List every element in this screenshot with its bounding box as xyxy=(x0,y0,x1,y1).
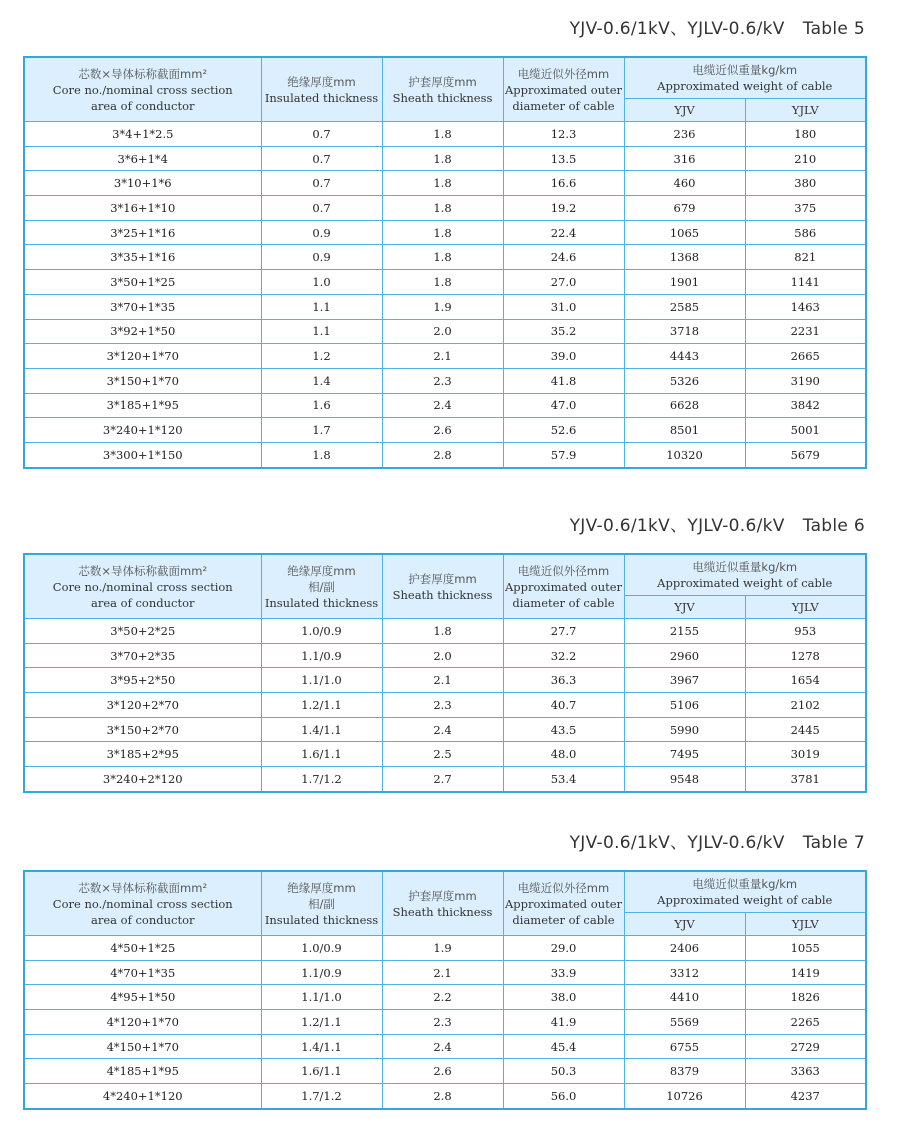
cell-diameter: 35.2 xyxy=(503,319,624,344)
cell-insulation: 1.0/0.9 xyxy=(261,619,382,644)
table-row xyxy=(24,693,866,718)
cell-core: 3*240+2*120 xyxy=(24,767,261,792)
cell-diameter: 52.6 xyxy=(503,418,624,443)
cell-insulation: 1.1 xyxy=(261,294,382,319)
cell-diameter: 48.0 xyxy=(503,742,624,767)
header-insulation: 绝缘厚度mm 相/副 Insulated thickness xyxy=(261,554,382,619)
cell-core: 3*10+1*6 xyxy=(24,171,261,196)
cell-weight-yjlv: 1055 xyxy=(745,936,866,961)
table-row xyxy=(24,344,866,369)
header-diameter: 电缆近似外径mm Approximated outer diameter of cable xyxy=(503,554,624,619)
cell-core: 3*185+1*95 xyxy=(24,393,261,418)
cell-sheath: 2.1 xyxy=(382,668,503,693)
header-insulation: 绝缘厚度mm 相/副 Insulated thickness xyxy=(261,871,382,936)
cell-sheath: 2.2 xyxy=(382,985,503,1010)
cell-insulation: 0.9 xyxy=(261,220,382,245)
header-core: 芯数×导体标称截面mm² Core no./nominal cross section area of conductor xyxy=(24,871,261,936)
cell-sheath: 2.4 xyxy=(382,393,503,418)
cell-diameter: 13.5 xyxy=(503,146,624,171)
cell-insulation: 1.7/1.2 xyxy=(261,1084,382,1109)
table-row xyxy=(24,1084,866,1109)
cell-insulation: 1.6/1.1 xyxy=(261,742,382,767)
cell-insulation: 1.1 xyxy=(261,319,382,344)
cell-weight-yjv: 6755 xyxy=(624,1034,745,1059)
cell-insulation: 1.4 xyxy=(261,368,382,393)
header-weight: 电缆近似重量kg/km Approximated weight of cable xyxy=(624,57,866,99)
cell-weight-yjv: 460 xyxy=(624,171,745,196)
table-6 xyxy=(23,553,867,793)
cell-diameter: 32.2 xyxy=(503,643,624,668)
cell-insulation: 0.7 xyxy=(261,146,382,171)
table-row xyxy=(24,643,866,668)
cell-insulation: 1.0/0.9 xyxy=(261,936,382,961)
cell-weight-yjv: 4443 xyxy=(624,344,745,369)
cell-sheath: 2.3 xyxy=(382,368,503,393)
table-6-caption: YJV-0.6/1kV、YJLV-0.6/kV Table 6 xyxy=(569,516,865,536)
cell-core: 3*95+2*50 xyxy=(24,668,261,693)
cell-sheath: 2.6 xyxy=(382,418,503,443)
cell-weight-yjv: 8379 xyxy=(624,1059,745,1084)
table-row xyxy=(24,668,866,693)
table-row xyxy=(24,368,866,393)
cell-diameter: 53.4 xyxy=(503,767,624,792)
cell-diameter: 50.3 xyxy=(503,1059,624,1084)
cell-sheath: 1.8 xyxy=(382,122,503,147)
table-7-caption: YJV-0.6/1kV、YJLV-0.6/kV Table 7 xyxy=(569,833,865,853)
header-yjlv: YJLV xyxy=(745,913,866,936)
cell-sheath: 2.4 xyxy=(382,717,503,742)
cell-weight-yjv: 679 xyxy=(624,196,745,221)
cell-sheath: 1.9 xyxy=(382,294,503,319)
cell-weight-yjv: 5990 xyxy=(624,717,745,742)
cell-weight-yjlv: 1826 xyxy=(745,985,866,1010)
header-yjv: YJV xyxy=(624,913,745,936)
table-row xyxy=(24,1059,866,1084)
cell-core: 3*120+1*70 xyxy=(24,344,261,369)
table-5-caption: YJV-0.6/1kV、YJLV-0.6/kV Table 5 xyxy=(569,19,865,39)
cell-sheath: 1.9 xyxy=(382,936,503,961)
cell-core: 3*50+1*25 xyxy=(24,270,261,295)
cell-insulation: 0.7 xyxy=(261,171,382,196)
cell-diameter: 27.0 xyxy=(503,270,624,295)
cell-weight-yjlv: 2445 xyxy=(745,717,866,742)
cell-diameter: 12.3 xyxy=(503,122,624,147)
header-yjlv: YJLV xyxy=(745,99,866,122)
table-row xyxy=(24,985,866,1010)
cell-insulation: 1.4/1.1 xyxy=(261,1034,382,1059)
cell-core: 3*70+1*35 xyxy=(24,294,261,319)
cell-insulation: 1.6 xyxy=(261,393,382,418)
cell-weight-yjv: 2960 xyxy=(624,643,745,668)
cell-weight-yjlv: 2665 xyxy=(745,344,866,369)
cell-weight-yjv: 3312 xyxy=(624,960,745,985)
cell-insulation: 0.7 xyxy=(261,122,382,147)
cell-core: 4*120+1*70 xyxy=(24,1010,261,1035)
cell-sheath: 2.3 xyxy=(382,693,503,718)
cell-weight-yjv: 236 xyxy=(624,122,745,147)
cell-insulation: 1.2/1.1 xyxy=(261,1010,382,1035)
cell-diameter: 38.0 xyxy=(503,985,624,1010)
cell-weight-yjlv: 3842 xyxy=(745,393,866,418)
header-sheath: 护套厚度mm Sheath thickness xyxy=(382,554,503,619)
cell-sheath: 2.5 xyxy=(382,742,503,767)
cell-diameter: 24.6 xyxy=(503,245,624,270)
header-yjv: YJV xyxy=(624,596,745,619)
cell-core: 3*92+1*50 xyxy=(24,319,261,344)
cell-diameter: 19.2 xyxy=(503,196,624,221)
header-core: 芯数×导体标称截面mm² Core no./nominal cross section area of conductor xyxy=(24,554,261,619)
cell-weight-yjlv: 3781 xyxy=(745,767,866,792)
cell-core: 3*150+1*70 xyxy=(24,368,261,393)
cell-sheath: 1.8 xyxy=(382,619,503,644)
cell-sheath: 2.3 xyxy=(382,1010,503,1035)
cell-core: 4*240+1*120 xyxy=(24,1084,261,1109)
table-row xyxy=(24,220,866,245)
cell-sheath: 1.8 xyxy=(382,146,503,171)
cell-weight-yjlv: 2102 xyxy=(745,693,866,718)
cell-weight-yjv: 5326 xyxy=(624,368,745,393)
cell-core: 3*4+1*2.5 xyxy=(24,122,261,147)
header-diameter: 电缆近似外径mm Approximated outer diameter of cable xyxy=(503,871,624,936)
cell-weight-yjlv: 1654 xyxy=(745,668,866,693)
cell-diameter: 41.9 xyxy=(503,1010,624,1035)
cell-insulation: 0.7 xyxy=(261,196,382,221)
cell-weight-yjlv: 953 xyxy=(745,619,866,644)
cell-insulation: 1.1/1.0 xyxy=(261,985,382,1010)
header-weight: 电缆近似重量kg/km Approximated weight of cable xyxy=(624,554,866,596)
header-weight: 电缆近似重量kg/km Approximated weight of cable xyxy=(624,871,866,913)
cell-core: 4*70+1*35 xyxy=(24,960,261,985)
cell-diameter: 47.0 xyxy=(503,393,624,418)
cell-sheath: 2.8 xyxy=(382,442,503,467)
table-7 xyxy=(23,870,867,1110)
cell-weight-yjv: 1065 xyxy=(624,220,745,245)
cell-weight-yjv: 1901 xyxy=(624,270,745,295)
cell-insulation: 1.6/1.1 xyxy=(261,1059,382,1084)
header-core: 芯数×导体标称截面mm² Core no./nominal cross section area of conductor xyxy=(24,57,261,122)
cell-weight-yjlv: 380 xyxy=(745,171,866,196)
cell-weight-yjv: 1368 xyxy=(624,245,745,270)
table-row xyxy=(24,767,866,792)
cell-weight-yjv: 6628 xyxy=(624,393,745,418)
cell-insulation: 1.0 xyxy=(261,270,382,295)
cell-core: 4*185+1*95 xyxy=(24,1059,261,1084)
cell-core: 3*25+1*16 xyxy=(24,220,261,245)
cell-sheath: 1.8 xyxy=(382,171,503,196)
cell-weight-yjlv: 2729 xyxy=(745,1034,866,1059)
table-row xyxy=(24,442,866,467)
cell-weight-yjv: 9548 xyxy=(624,767,745,792)
cell-core: 3*16+1*10 xyxy=(24,196,261,221)
cell-weight-yjlv: 3190 xyxy=(745,368,866,393)
table-row xyxy=(24,393,866,418)
table-row xyxy=(24,717,866,742)
cell-weight-yjv: 3718 xyxy=(624,319,745,344)
table-row xyxy=(24,1010,866,1035)
cell-sheath: 2.0 xyxy=(382,643,503,668)
cell-weight-yjv: 10320 xyxy=(624,442,745,467)
cell-core: 3*300+1*150 xyxy=(24,442,261,467)
table-row xyxy=(24,319,866,344)
cell-weight-yjlv: 4237 xyxy=(745,1084,866,1109)
cell-insulation: 1.2 xyxy=(261,344,382,369)
cell-sheath: 1.8 xyxy=(382,245,503,270)
table-row xyxy=(24,245,866,270)
cell-diameter: 56.0 xyxy=(503,1084,624,1109)
table-row xyxy=(24,936,866,961)
cell-weight-yjlv: 1278 xyxy=(745,643,866,668)
cell-weight-yjv: 8501 xyxy=(624,418,745,443)
cell-sheath: 2.4 xyxy=(382,1034,503,1059)
header-yjlv: YJLV xyxy=(745,596,866,619)
cell-diameter: 43.5 xyxy=(503,717,624,742)
cell-weight-yjlv: 1463 xyxy=(745,294,866,319)
cell-core: 3*6+1*4 xyxy=(24,146,261,171)
cell-core: 3*50+2*25 xyxy=(24,619,261,644)
cell-diameter: 27.7 xyxy=(503,619,624,644)
cell-insulation: 1.1/0.9 xyxy=(261,960,382,985)
cell-core: 4*50+1*25 xyxy=(24,936,261,961)
cell-core: 4*95+1*50 xyxy=(24,985,261,1010)
cell-weight-yjlv: 3019 xyxy=(745,742,866,767)
cell-insulation: 1.4/1.1 xyxy=(261,717,382,742)
cell-sheath: 2.7 xyxy=(382,767,503,792)
header-insulation: 绝缘厚度mm Insulated thickness xyxy=(261,57,382,122)
cell-sheath: 1.8 xyxy=(382,270,503,295)
cell-weight-yjlv: 5001 xyxy=(745,418,866,443)
cell-core: 3*70+2*35 xyxy=(24,643,261,668)
table-row xyxy=(24,196,866,221)
cell-weight-yjlv: 586 xyxy=(745,220,866,245)
header-diameter: 电缆近似外径mm Approximated outer diameter of cable xyxy=(503,57,624,122)
cell-weight-yjlv: 1141 xyxy=(745,270,866,295)
cell-weight-yjv: 4410 xyxy=(624,985,745,1010)
header-sheath: 护套厚度mm Sheath thickness xyxy=(382,57,503,122)
cell-weight-yjv: 7495 xyxy=(624,742,745,767)
cell-diameter: 22.4 xyxy=(503,220,624,245)
cell-core: 3*240+1*120 xyxy=(24,418,261,443)
table-row xyxy=(24,1034,866,1059)
cell-weight-yjv: 3967 xyxy=(624,668,745,693)
cell-insulation: 1.2/1.1 xyxy=(261,693,382,718)
header-sheath: 护套厚度mm Sheath thickness xyxy=(382,871,503,936)
cell-insulation: 1.1/0.9 xyxy=(261,643,382,668)
table-5 xyxy=(23,56,867,469)
cell-sheath: 2.1 xyxy=(382,960,503,985)
cell-weight-yjlv: 180 xyxy=(745,122,866,147)
cell-diameter: 41.8 xyxy=(503,368,624,393)
table-row xyxy=(24,418,866,443)
cell-insulation: 1.8 xyxy=(261,442,382,467)
cell-diameter: 29.0 xyxy=(503,936,624,961)
cell-weight-yjlv: 1419 xyxy=(745,960,866,985)
cell-sheath: 1.8 xyxy=(382,196,503,221)
cell-weight-yjv: 5106 xyxy=(624,693,745,718)
cell-core: 3*120+2*70 xyxy=(24,693,261,718)
cell-weight-yjlv: 2265 xyxy=(745,1010,866,1035)
cell-core: 3*185+2*95 xyxy=(24,742,261,767)
header-yjv: YJV xyxy=(624,99,745,122)
cell-sheath: 2.6 xyxy=(382,1059,503,1084)
cell-weight-yjv: 2585 xyxy=(624,294,745,319)
cell-weight-yjv: 2155 xyxy=(624,619,745,644)
table-row xyxy=(24,619,866,644)
table-row xyxy=(24,122,866,147)
cell-sheath: 2.0 xyxy=(382,319,503,344)
table-row xyxy=(24,960,866,985)
cell-weight-yjlv: 5679 xyxy=(745,442,866,467)
cell-sheath: 2.8 xyxy=(382,1084,503,1109)
cell-diameter: 16.6 xyxy=(503,171,624,196)
cell-insulation: 1.7/1.2 xyxy=(261,767,382,792)
cell-diameter: 36.3 xyxy=(503,668,624,693)
cell-sheath: 1.8 xyxy=(382,220,503,245)
cell-weight-yjv: 10726 xyxy=(624,1084,745,1109)
table-row xyxy=(24,146,866,171)
table-row xyxy=(24,294,866,319)
table-row xyxy=(24,270,866,295)
cell-insulation: 1.7 xyxy=(261,418,382,443)
cell-diameter: 33.9 xyxy=(503,960,624,985)
cell-diameter: 57.9 xyxy=(503,442,624,467)
cell-diameter: 40.7 xyxy=(503,693,624,718)
cell-weight-yjv: 316 xyxy=(624,146,745,171)
cell-core: 3*35+1*16 xyxy=(24,245,261,270)
cell-insulation: 0.9 xyxy=(261,245,382,270)
cell-diameter: 39.0 xyxy=(503,344,624,369)
cell-weight-yjv: 5569 xyxy=(624,1010,745,1035)
cell-insulation: 1.1/1.0 xyxy=(261,668,382,693)
cell-diameter: 45.4 xyxy=(503,1034,624,1059)
cell-weight-yjlv: 210 xyxy=(745,146,866,171)
cell-weight-yjlv: 3363 xyxy=(745,1059,866,1084)
cell-weight-yjv: 2406 xyxy=(624,936,745,961)
cell-diameter: 31.0 xyxy=(503,294,624,319)
cell-weight-yjlv: 821 xyxy=(745,245,866,270)
cell-weight-yjlv: 375 xyxy=(745,196,866,221)
cell-core: 4*150+1*70 xyxy=(24,1034,261,1059)
cell-core: 3*150+2*70 xyxy=(24,717,261,742)
cell-weight-yjlv: 2231 xyxy=(745,319,866,344)
table-row xyxy=(24,171,866,196)
cell-sheath: 2.1 xyxy=(382,344,503,369)
table-row xyxy=(24,742,866,767)
